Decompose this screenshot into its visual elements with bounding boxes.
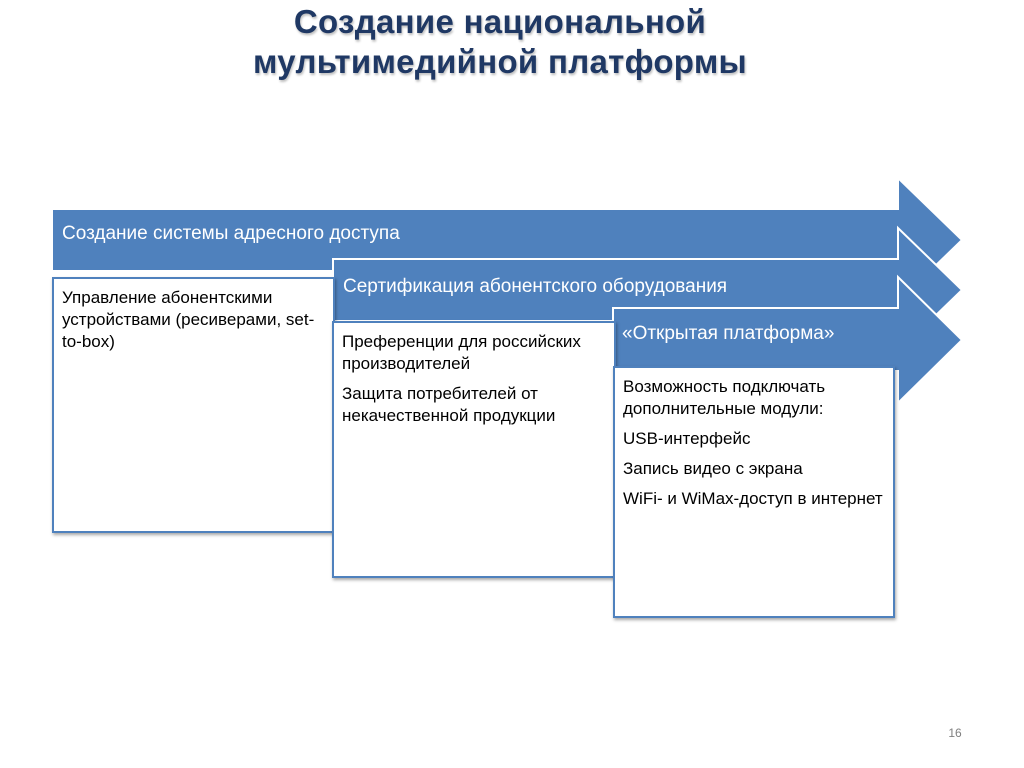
slide-title-line-2: мультимедийной платформы [252, 43, 748, 80]
stage-3-item: WiFi- и WiMax-доступ в интернет [623, 489, 883, 508]
page-number: 16 [948, 726, 962, 740]
stage-3-item: USB-интерфейс [623, 429, 751, 448]
stage-1-item: Управление абонентскими устройствами (ресиверами, set-to-box) [62, 288, 315, 351]
stage-3-header: «Открытая платформа» [622, 323, 835, 344]
stage-3-item: Запись видео с экрана [623, 459, 803, 478]
stage-2-details [332, 321, 616, 578]
slide-title-line-1: Создание национальной [293, 3, 707, 40]
stage-2-item: Защита потребителей от некачественной продукции [342, 384, 556, 425]
stage-1-header: Создание системы адресного доступа [62, 223, 400, 244]
stage-1-details [52, 277, 335, 533]
stage-3-details [613, 366, 895, 618]
stage-3-item: Возможность подключать дополнительные модули: [623, 377, 826, 418]
stage-2-item: Преференции для российских производителей [342, 332, 581, 373]
stage-2-header: Сертификация абонентского оборудования [343, 276, 728, 297]
